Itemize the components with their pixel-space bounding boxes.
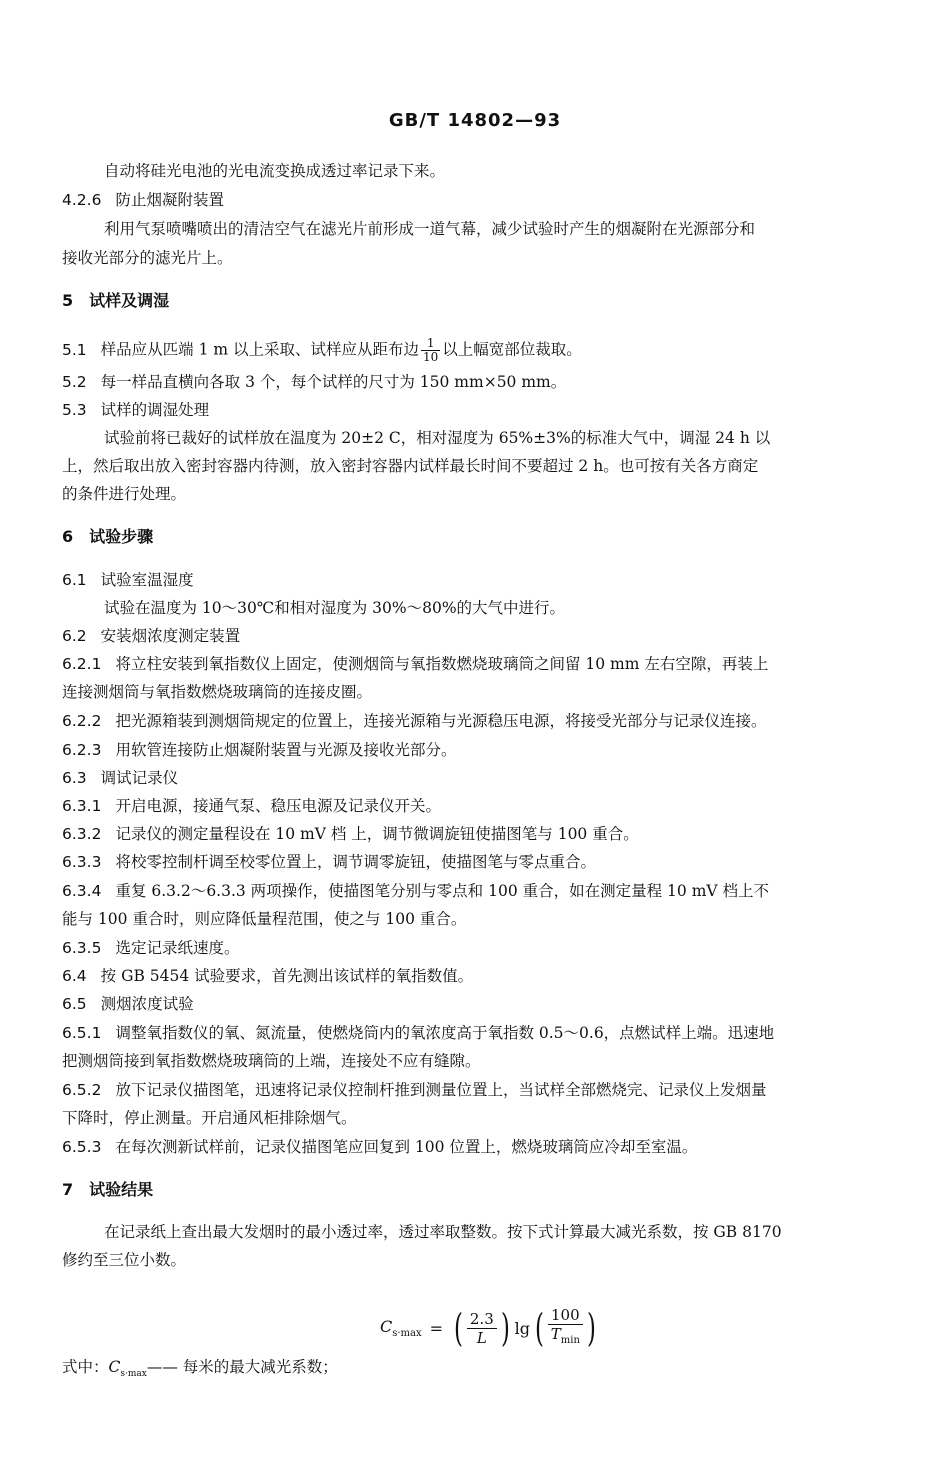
clause-6-3	[62, 767, 178, 789]
symbol-definition: 式中：$C_{s\cdot max}——$ 每米的最大减光系数；	[62, 1358, 338, 1380]
text-line: 利用气泵喷嘴喷出的清洁空气在滤光片前形成一道气幕，减少试验时产生的烟凝附在光源部分和	[104, 220, 756, 238]
text-line: 把测烟筒接到氧指数燃烧玻璃筒的上端，连接处不应有缝隙。	[62, 1052, 481, 1070]
clause-text: 将立柱安装到氧指数仪上固定，使测烟筒与氧指数燃烧玻璃筒之间留 10 mm 左右空隙，再装上	[115, 655, 769, 673]
clause-text: 开启电源，接通气泵、稳压电源及记录仪开关。	[115, 797, 441, 815]
fraction-denominator: 10	[423, 350, 439, 364]
text-line: 试验前将已裁好的试样放在温度为 20±2 C，相对湿度为 65%±3%的标准大气中，调湿 24 h 以	[104, 429, 771, 447]
clause-number: 6.2.3	[62, 741, 102, 759]
clause-text: 按 GB 5454 试验要求，首先测出该试样的氧指数值。	[100, 967, 474, 985]
formula-equals: =	[429, 1318, 444, 1338]
clause-title: 测烟浓度试验	[100, 995, 194, 1013]
clause-number: 5.3	[62, 401, 87, 419]
clause-number: 6.5	[62, 995, 87, 1013]
text-line: 自动将硅光电池的光电流变换成透过率记录下来。	[104, 162, 446, 180]
clause-number: 5.1	[62, 340, 87, 359]
formula-lhs: $C_{s\cdot max}$	[380, 1316, 422, 1340]
section-number: 5	[62, 291, 74, 310]
clause-number: 4.2.6	[62, 191, 102, 209]
clause-title: 调试记录仪	[100, 769, 179, 787]
clause-6-2-3	[62, 739, 456, 761]
clause-6-1	[62, 569, 194, 591]
max-extinction-formula	[380, 1306, 599, 1350]
clause-number: 6.5.3	[62, 1138, 102, 1156]
right-paren: )	[500, 1306, 510, 1350]
clause-number: 6.1	[62, 571, 87, 589]
left-paren: (	[534, 1306, 544, 1350]
clause-5-2	[62, 371, 566, 393]
section-title: 试验结果	[89, 1180, 154, 1199]
clause-4-2-6	[62, 189, 224, 211]
clause-6-3-3	[62, 851, 596, 873]
clause-text: 每一样品直横向各取 3 个，每个试样的尺寸为 150 mm×50 mm。	[100, 373, 567, 391]
text-line: 试验在温度为 10～30℃和相对湿度为 30%～80%的大气中进行。	[104, 599, 566, 617]
clause-6-3-2	[62, 823, 639, 845]
section-number: 7	[62, 1180, 74, 1199]
clause-number: 6.2.2	[62, 712, 102, 730]
section-title: 试样及调湿	[89, 291, 170, 310]
fraction-one-tenth	[421, 337, 440, 364]
clause-title: 防止烟凝附装置	[115, 191, 224, 209]
text-line: 的条件进行处理。	[62, 485, 187, 503]
text-line: 在记录纸上查出最大发烟时的最小透过率，透过率取整数。按下式计算最大减光系数，按 GB 8170	[104, 1223, 782, 1241]
standard-header: GB/T 14802—93	[388, 110, 562, 131]
clause-number: 6.4	[62, 967, 87, 985]
clause-number: 6.3.3	[62, 853, 102, 871]
section-7-heading	[62, 1179, 153, 1201]
clause-6-2-1	[62, 653, 768, 675]
fraction-numerator: 1	[421, 337, 440, 351]
clause-number: 6.3.5	[62, 939, 102, 957]
clause-6-5-2	[62, 1079, 766, 1101]
clause-6-5-1	[62, 1022, 774, 1044]
clause-6-4	[62, 965, 473, 987]
clause-6-3-5	[62, 937, 239, 959]
clause-number: 6.5.1	[62, 1024, 102, 1042]
clause-text: 将校零控制杆调至校零位置上，调节调零旋钮，使描图笔与零点重合。	[115, 853, 596, 871]
clause-6-3-4	[62, 880, 769, 902]
text-line: 连接测烟筒与氧指数燃烧玻璃筒的连接皮圈。	[62, 683, 373, 701]
clause-text: 在每次测新试样前，记录仪描图笔应回复到 100 位置上，燃烧玻璃筒应冷却至室温。	[115, 1138, 698, 1156]
formula-lg: lg	[514, 1318, 530, 1338]
clause-number: 6.2	[62, 627, 87, 645]
clause-number: 6.5.2	[62, 1081, 102, 1099]
clause-text: 样品应从匹端 1 m 以上采取、试样应从距布边	[100, 340, 419, 359]
right-paren: )	[586, 1306, 596, 1350]
clause-6-2-2	[62, 710, 766, 732]
clause-5-3	[62, 399, 209, 421]
clause-text: 选定记录纸速度。	[115, 939, 240, 957]
clause-title: 试验室温湿度	[100, 571, 194, 589]
clause-number: 6.3.1	[62, 797, 102, 815]
formula-fraction-2: 100 $T_{min}$	[548, 1306, 583, 1350]
clause-number: 6.3.2	[62, 825, 102, 843]
clause-text: 调整氧指数仪的氧、氮流量，使燃烧筒内的氧浓度高于氧指数 0.5～0.6，点燃试样上端。迅速地	[115, 1024, 775, 1042]
clause-number: 5.2	[62, 373, 87, 391]
left-paren: (	[454, 1306, 463, 1350]
section-title: 试验步骤	[89, 527, 154, 546]
text-line: 能与 100 重合时，则应降低量程范围，使之与 100 重合。	[62, 910, 467, 928]
clause-text: 重复 6.3.2～6.3.3 两项操作，使描图笔分别与零点和 100 重合，如在测定量程 10 mV 档上不	[115, 882, 770, 900]
clause-text: 放下记录仪描图笔，迅速将记录仪控制杆推到测量位置上，当试样全部燃烧完、记录仪上发烟量	[115, 1081, 767, 1099]
clause-number: 6.2.1	[62, 655, 102, 673]
clause-text: 把光源箱装到测烟筒规定的位置上，连接光源箱与光源稳压电源，将接受光部分与记录仪连接。	[115, 712, 767, 730]
clause-text: 以上幅宽部位裁取。	[442, 340, 582, 359]
clause-text: 记录仪的测定量程设在 10 mV 档 上，调节微调旋钮使描图笔与 100 重合。	[115, 825, 639, 843]
section-5-heading	[62, 290, 169, 312]
formula-fraction-1: 2.3 L	[467, 1310, 497, 1347]
clause-title: 试样的调湿处理	[100, 401, 210, 419]
clause-6-5	[62, 993, 194, 1015]
text-line: 上，然后取出放入密封容器内待测，放入密封容器内试样最长时间不要超过 2 h。也可按有关各方商定	[62, 457, 759, 475]
clause-text: 用软管连接防止烟凝附装置与光源及接收光部分。	[115, 741, 457, 759]
clause-title: 安装烟浓度测定装置	[100, 627, 241, 645]
text-line: 修约至三位小数。	[62, 1251, 187, 1269]
clause-6-2	[62, 625, 240, 647]
text-line: 下降时，停止测量。开启通风柜排除烟气。	[62, 1109, 357, 1127]
section-6-heading	[62, 526, 153, 548]
text-line: 接收光部分的滤光片上。	[62, 249, 233, 267]
section-number: 6	[62, 527, 74, 546]
clause-6-3-1	[62, 795, 441, 817]
clause-5-1	[62, 337, 582, 364]
clause-number: 6.3.4	[62, 882, 102, 900]
clause-6-5-3	[62, 1136, 697, 1158]
clause-number: 6.3	[62, 769, 87, 787]
